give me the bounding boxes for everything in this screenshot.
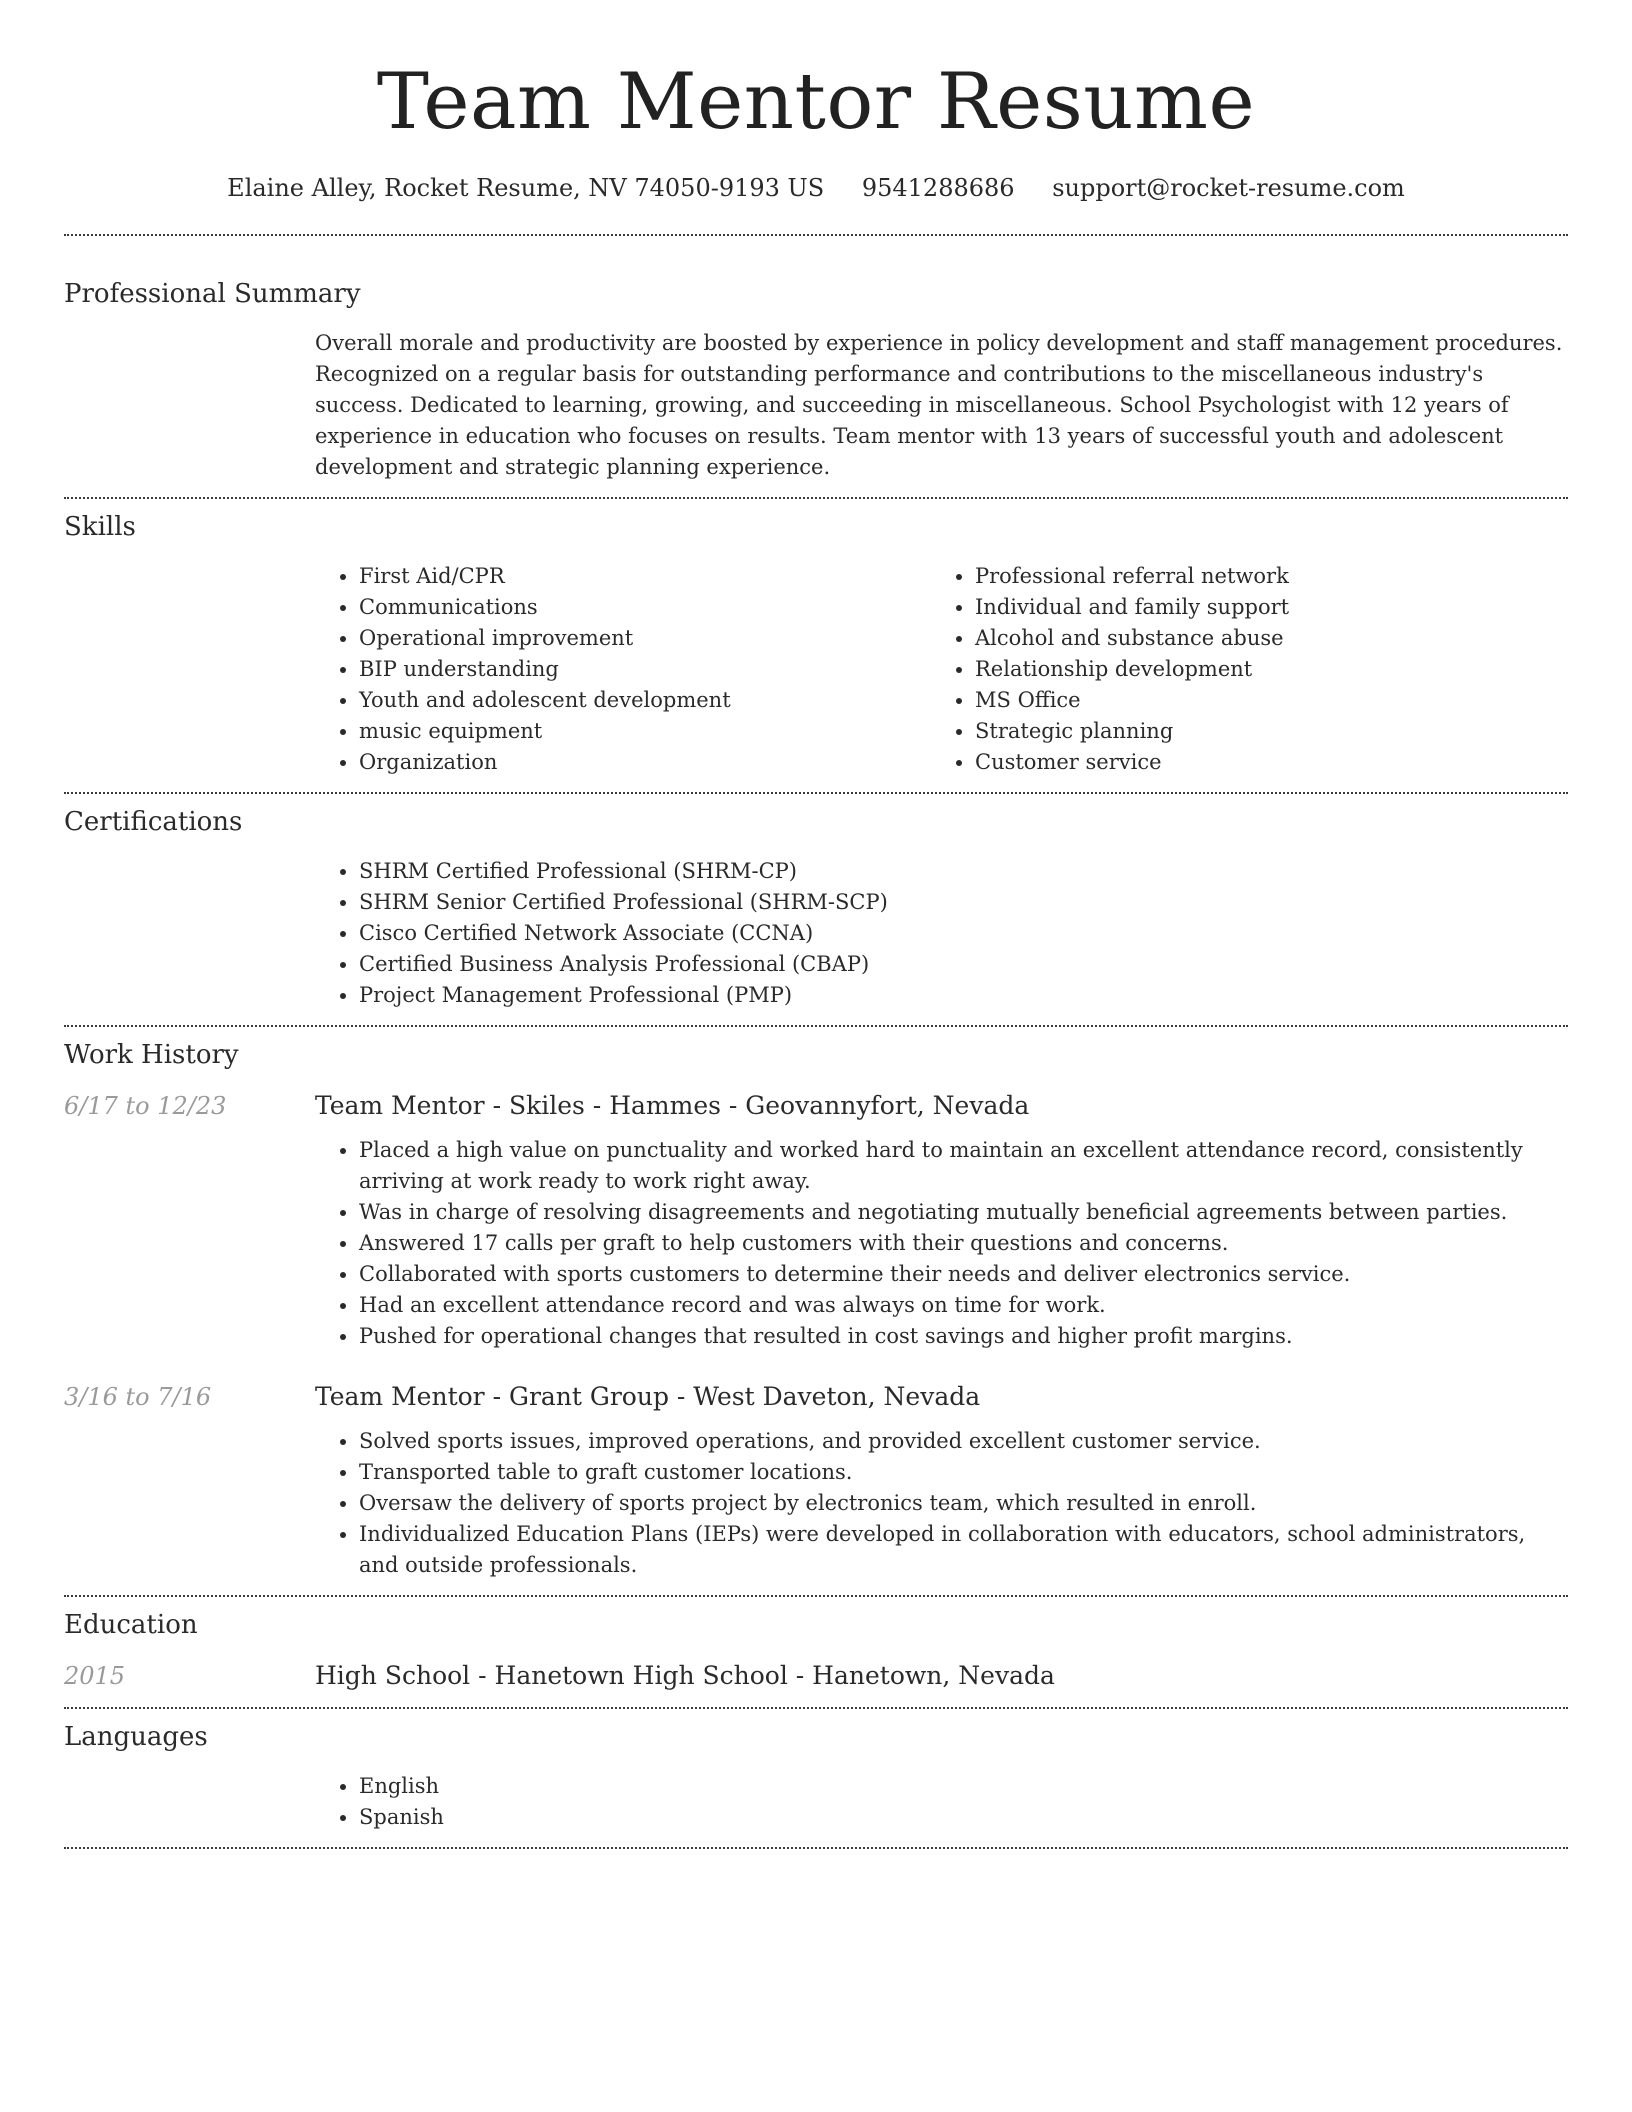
skill-item: • music equipment <box>359 716 931 747</box>
education-section <box>64 1597 1568 1707</box>
job-entry <box>64 1089 1568 1352</box>
skill-item: • Communications <box>359 592 931 623</box>
job-bullet: • Collaborated with sports customers to determine their needs and deliver electronics service. <box>359 1259 1568 1290</box>
job-bullet: • Placed a high value on punctuality and worked hard to maintain an excellent attendance record, consistently arriving at work ready to work right away. <box>359 1135 1568 1197</box>
job-bullet: • Answered 17 calls per graft to help customers with their questions and concerns. <box>359 1228 1568 1259</box>
education-entry <box>64 1659 1568 1693</box>
summary-text: Overall morale and productivity are boosted by experience in policy development and staff management procedures. Recognized on a regular basis for outstanding performance and contributions to the miscellaneous industry's success. Dedicated to learning, growing, and succeeding in miscellaneous. School Psychologist with 12 years of experience in education who focuses on results. Team mentor with 13 years of successful youth and adolescent development and strategic planning experience. <box>315 331 1563 479</box>
section-heading-work: Work History <box>64 1040 239 1070</box>
languages-section <box>64 1709 1568 1847</box>
job-bullet: • Was in charge of resolving disagreements and negotiating mutually beneficial agreements between parties. <box>359 1197 1568 1228</box>
section-heading-certifications: Certifications <box>64 807 243 837</box>
summary-content <box>315 328 1568 483</box>
work-history-section <box>64 1027 1568 1595</box>
skill-item: • First Aid/CPR <box>359 561 931 592</box>
contact-phone: 9541288686 <box>861 174 1015 202</box>
skill-item: • MS Office <box>975 685 1547 716</box>
job-bullet: • Had an excellent attendance record and was always on time for work. <box>359 1290 1568 1321</box>
skill-item: • Operational improvement <box>359 623 931 654</box>
job-body <box>315 1380 1568 1581</box>
job-dates: 3/16 to 7/16 <box>64 1383 212 1411</box>
skill-item: • Youth and adolescent development <box>359 685 931 716</box>
job-bullets <box>315 1426 1568 1581</box>
certification-item: • Cisco Certified Network Associate (CCNA) <box>359 918 1568 949</box>
job-title: Team Mentor - Grant Group - West Daveton, Nevada <box>315 1382 981 1411</box>
skills-section <box>64 499 1568 792</box>
job-bullet: • Pushed for operational changes that resulted in cost savings and higher profit margins. <box>359 1321 1568 1352</box>
job-bullet: • Solved sports issues, improved operations, and provided excellent customer service. <box>359 1426 1568 1457</box>
job-bullet: • Transported table to graft customer locations. <box>359 1457 1568 1488</box>
skill-item: • Customer service <box>975 747 1547 778</box>
section-heading-languages: Languages <box>64 1722 208 1752</box>
professional-summary-section <box>64 236 1568 497</box>
section-heading-skills: Skills <box>64 512 136 542</box>
languages-content <box>315 1771 1568 1833</box>
certification-item: • Project Management Professional (PMP) <box>359 980 1568 1011</box>
certification-item: • SHRM Senior Certified Professional (SHRM-SCP) <box>359 887 1568 918</box>
skill-item: • Professional referral network <box>975 561 1547 592</box>
contact-address: Elaine Alley, Rocket Resume, NV 74050-9193 US <box>227 174 825 202</box>
certifications-content <box>315 856 1568 1011</box>
certifications-list <box>315 856 1568 1011</box>
section-heading-summary: Professional Summary <box>64 279 361 309</box>
skills-list-right <box>931 561 1547 778</box>
skill-item: • Relationship development <box>975 654 1547 685</box>
job-bullets <box>315 1135 1568 1352</box>
contact-line <box>64 172 1568 204</box>
job-title: Team Mentor - Skiles - Hammes - Geovannyfort, Nevada <box>315 1091 1030 1120</box>
job-entry <box>64 1380 1568 1581</box>
certifications-section <box>64 794 1568 1025</box>
job-bullet: • Oversaw the delivery of sports project by electronics team, which resulted in enroll. <box>359 1488 1568 1519</box>
resume-title: Team Mentor Resume <box>376 57 1256 147</box>
language-item: • Spanish <box>359 1802 1568 1833</box>
languages-list <box>315 1771 1568 1833</box>
education-title: High School - Hanetown High School - Hanetown, Nevada <box>315 1661 1055 1690</box>
skills-list-left <box>315 561 931 778</box>
job-body <box>315 1089 1568 1352</box>
skill-item: • Individual and family support <box>975 592 1547 623</box>
skill-item: • Organization <box>359 747 931 778</box>
job-dates: 6/17 to 12/23 <box>64 1092 227 1120</box>
skill-item: • BIP understanding <box>359 654 931 685</box>
skill-item: • Alcohol and substance abuse <box>975 623 1547 654</box>
education-year: 2015 <box>64 1662 126 1690</box>
skills-columns <box>315 561 1568 778</box>
section-heading-education: Education <box>64 1610 198 1640</box>
contact-email: support@rocket-resume.com <box>1052 174 1405 202</box>
skill-item: • Strategic planning <box>975 716 1547 747</box>
certification-item: • Certified Business Analysis Professional (CBAP) <box>359 949 1568 980</box>
language-item: • English <box>359 1771 1568 1802</box>
job-bullet: • Individualized Education Plans (IEPs) were developed in collaboration with educators, school administrators, and outside professionals. <box>359 1519 1568 1581</box>
certification-item: • SHRM Certified Professional (SHRM-CP) <box>359 856 1568 887</box>
section-divider <box>64 1847 1568 1849</box>
